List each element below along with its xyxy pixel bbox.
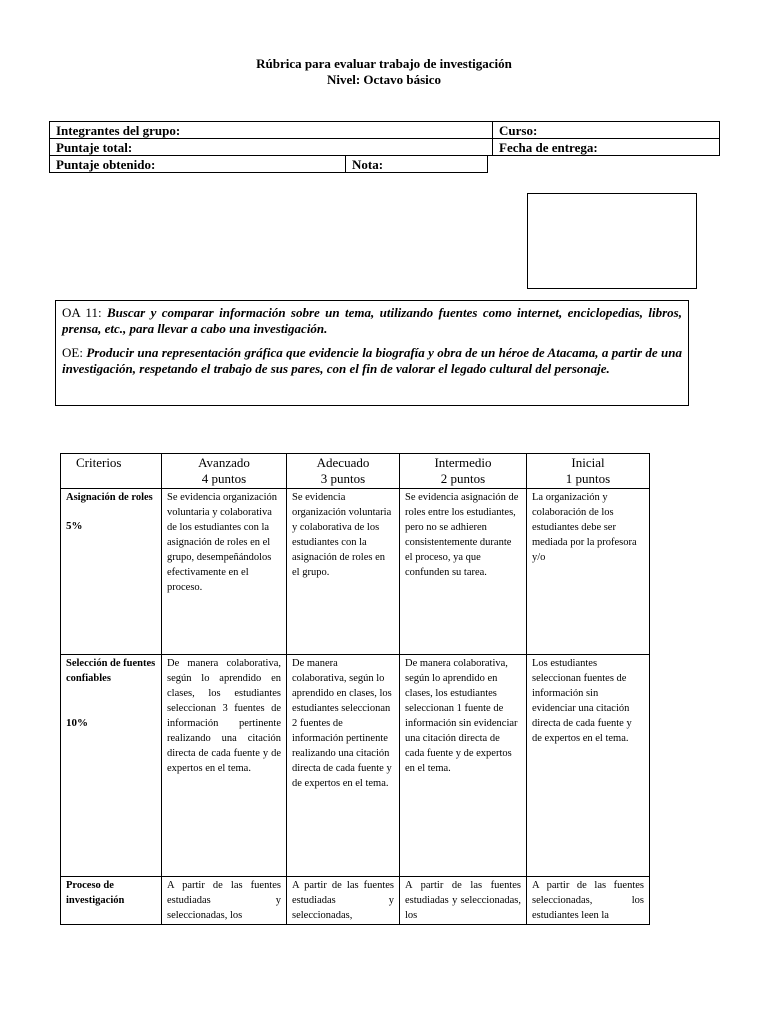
header-points: 3 puntos (320, 471, 366, 486)
level-cell-adecuado: De manera colaborativa, según lo aprendido en clases, los estudiantes seleccionan 2 fuentes de información pertinente realizando una citación directa de cada fuente y de expertos en el tema. (287, 655, 400, 877)
integrantes-field: Integrantes del grupo: (50, 122, 493, 139)
header-criterios (61, 454, 162, 489)
oa-label: OA 11: (62, 305, 102, 320)
curso-field: Curso: (493, 122, 720, 139)
header-points: 4 puntos (201, 471, 247, 486)
oa-text: Buscar y comparar información sobre un tema, utilizando fuentes como internet, enciclopedias, libros, prensa, etc., para llevar a cabo una investigación. (62, 305, 682, 336)
header-name: Intermedio (434, 455, 492, 470)
rubric-row-roles (61, 489, 650, 655)
header-inicial (527, 454, 650, 489)
level-cell-avanzado: A partir de las fuentes estudiadas y seleccionadas, los (162, 877, 287, 925)
level-cell-inicial: A partir de las fuentes seleccionadas, los estudiantes leen la (527, 877, 650, 925)
header-name: Adecuado (316, 455, 370, 470)
rubric-header-row (61, 454, 650, 489)
criterion-percent: 5% (66, 520, 83, 532)
oe-text: Producir una representación gráfica que evidencie la biografía y obra de un héroe de Atacama, a partir de una investigación, respetando el trabajo de sus pares, con el fin de valorar el legado cultural del personaje. (62, 345, 683, 376)
grade-box (527, 193, 697, 289)
rubric-row-proceso (61, 877, 650, 925)
level-cell-intermedio: De manera colaborativa, según lo aprendido en clases, los estudiantes seleccionan 1 fuente de información sin evidenciar una citación directa de cada fuente y de expertos en el tema. (400, 655, 527, 877)
criterion-cell (61, 877, 162, 925)
level-cell-inicial: La organización y colaboración de los estudiantes debe ser mediada por la profesora y/o (527, 489, 650, 655)
header-name: Avanzado (198, 455, 250, 470)
score-table (49, 155, 488, 173)
rubric-table (60, 453, 650, 925)
document-title: Rúbrica para evaluar trabajo de investigación (256, 56, 512, 71)
criterion-cell (61, 655, 162, 877)
criterion-cell (61, 489, 162, 655)
criterion-label: Proceso de investigación (66, 880, 125, 906)
level-cell-intermedio: A partir de las fuentes estudiadas y seleccionadas, los (400, 877, 527, 925)
level-cell-inicial: Los estudiantes seleccionan fuentes de información sin evidenciar una citación directa de cada fuente y de expertos en el tema. (527, 655, 650, 877)
oa-paragraph (62, 305, 682, 337)
level-cell-avanzado: De manera colaborativa, según lo aprendido en clases, los estudiantes seleccionan 3 fuentes de información pertinente realizando una citación directa de cada fuente y de expertos en el tema. (162, 655, 287, 877)
header-name: Inicial (571, 455, 605, 470)
header-avanzado (162, 454, 287, 489)
header-points: 2 puntos (440, 471, 486, 486)
level-cell-adecuado: A partir de las fuentes estudiadas y seleccionadas, (287, 877, 400, 925)
header-adecuado (287, 454, 400, 489)
nota-field: Nota: (346, 156, 488, 173)
header-intermedio (400, 454, 527, 489)
puntaje-obtenido-field: Puntaje obtenido: (50, 156, 346, 173)
rubric-row-fuentes (61, 655, 650, 877)
objectives-box (55, 300, 689, 406)
info-table (49, 121, 720, 156)
oe-label: OE: (62, 345, 83, 360)
puntaje-total-field: Puntaje total: (50, 139, 493, 156)
level-cell-intermedio: Se evidencia asignación de roles entre los estudiantes, pero no se adhieren consistentemente durante el proceso, ya que confunden su tarea. (400, 489, 527, 655)
criterion-percent: 10% (66, 717, 88, 729)
criterion-label: Asignación de roles (66, 492, 153, 503)
document-subtitle: Nivel: Octavo básico (326, 72, 442, 87)
level-cell-avanzado: Se evidencia organización voluntaria y colaborativa de los estudiantes con la asignación de roles en el grupo, desempeñándolos efectivamente en el proceso. (162, 489, 287, 655)
oe-paragraph (62, 345, 682, 377)
criterion-label: Selección de fuentes confiables (66, 658, 156, 684)
fecha-entrega-field: Fecha de entrega: (493, 139, 720, 156)
header-points: 1 puntos (565, 471, 611, 486)
level-cell-adecuado: Se evidencia organización voluntaria y colaborativa de los estudiantes con la asignación de roles en el grupo. (287, 489, 400, 655)
header-name: Criterios (76, 455, 122, 470)
